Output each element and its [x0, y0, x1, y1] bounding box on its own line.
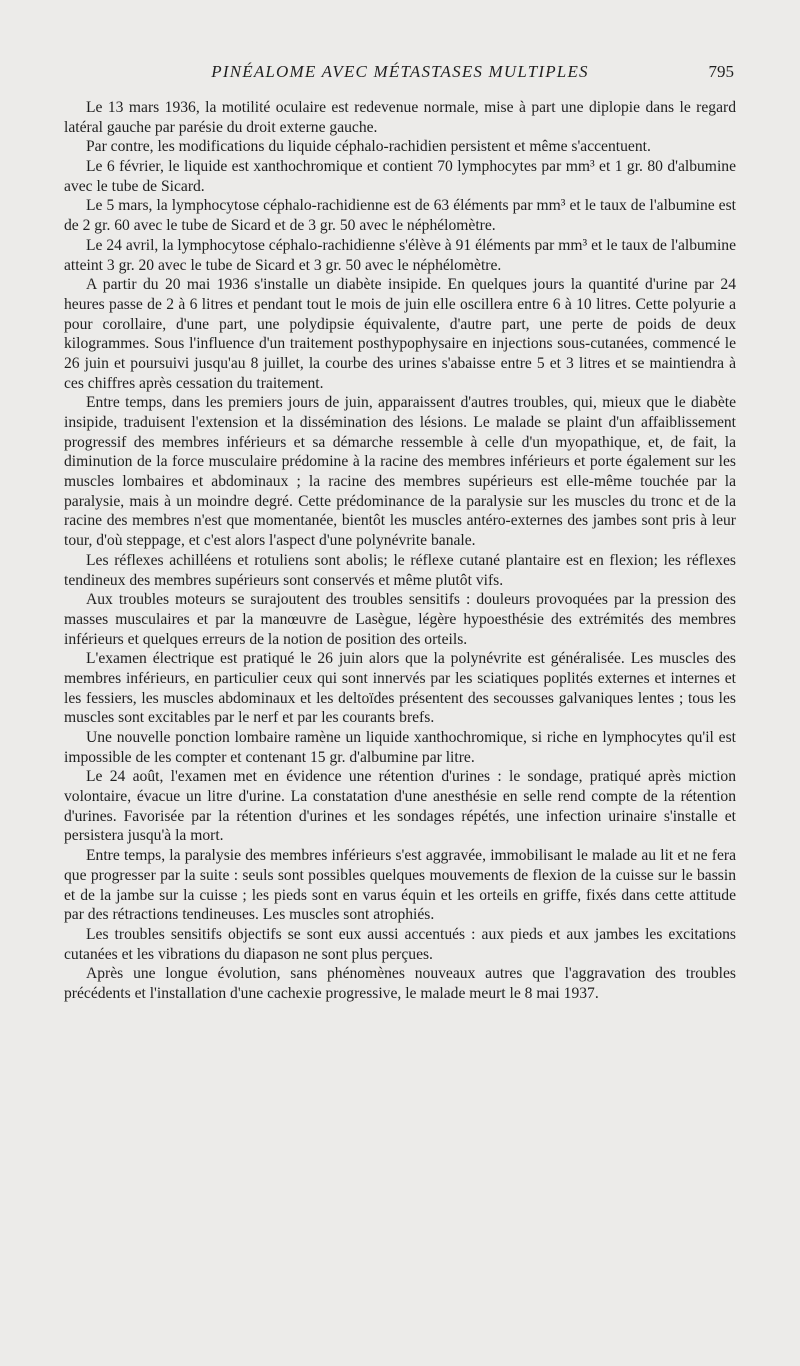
paragraph: Les troubles sensitifs objectifs se sont eux aussi accentués : aux pieds et aux jambes les excitations cutanées et les vibrations du diapason ne sont plus perçues. [64, 925, 736, 963]
running-title: PINÉALOME AVEC MÉTASTASES MULTIPLES [211, 62, 589, 81]
paragraph: Le 13 mars 1936, la motilité oculaire est redevenue normale, mise à part une diplopie dans le regard latéral gauche par parésie du droit externe gauche. [64, 99, 736, 136]
paragraph: Aux troubles moteurs se surajoutent des troubles sensitifs : douleurs provoquées par la pression des masses musculaires et par la manœuvre de Lasègue, légère hypoesthésie des extrémités des membres inférieurs et quelques erreurs de la notion de position des orteils. [64, 591, 736, 648]
paragraph: Entre temps, la paralysie des membres inférieurs s'est aggravée, immobilisant le malade au lit et ne fera que progresser par la suite : seuls sont possibles quelques mouvements de flexion de la cuisse sur le bassin et de la jambe sur la cuisse ; les pieds sont en varus équin et les orteils en griffe, fixés dans cette attitude par des rétractions tendineuses. Les muscles sont atrophiés. [64, 847, 736, 924]
paragraph: Une nouvelle ponction lombaire ramène un liquide xanthochromique, si riche en lymphocytes qu'il est impossible de les compter et contenant 15 gr. d'albumine par litre. [64, 729, 736, 766]
page-header [66, 62, 734, 86]
paragraph: Entre temps, dans les premiers jours de juin, apparaissent d'autres troubles, qui, mieux que le diabète insipide, traduisent l'extension et la dissémination des lésions. Le malade se plaint d'un affaiblissement progressif des membres inférieurs et sa démarche ressemble à celle d'un myopathique, et, de fait, la diminution de la force musculaire prédomine à la racine des membres inférieurs et porte également sur les muscles lombaires et abdominaux ; la racine des membres supérieurs est elle-même touchée par la paralysie, mais à un moindre degré. Cette prédominance de la paralysie sur les muscles du tronc et de la racine des membres n'est que momentanée, bientôt les muscles antéro-externes des jambes sont pris à leur tour, d'où steppage, et c'est alors l'aspect d'une polynévrite banale. [64, 394, 736, 550]
page-number: 795 [708, 62, 734, 81]
paragraph: Le 5 mars, la lymphocytose céphalo-rachidienne est de 63 éléments par mm³ et le taux de l'albumine est de 2 gr. 60 avec le tube de Sicard et de 3 gr. 50 avec le néphélomètre. [64, 197, 736, 235]
paragraph: Le 6 février, le liquide est xanthochromique et contient 70 lymphocytes par mm³ et 1 gr. 80 d'albumine avec le tube de Sicard. [64, 158, 736, 195]
paragraph: L'examen électrique est pratiqué le 26 juin alors que la polynévrite est généralisée. Les muscles des membres inférieurs, en particulier ceux qui sont innervés par les sciatiques poplités externes et internes et les fessiers, les muscles abdominaux et les deltoïdes présentent des secousses galvaniques lentes ; tous les muscles sont excitables par le nerf et par les courants brefs. [64, 650, 736, 727]
paragraph: Le 24 août, l'examen met en évidence une rétention d'urines : le sondage, pratiqué après miction volontaire, évacue un litre d'urine. La constatation d'une anesthésie en selle rend compte de la rétention d'urines. Favorisée par la rétention d'urines et les sondages répétés, une infection urinaire s'installe et persistera jusqu'à la mort. [64, 768, 736, 845]
paragraph: Par contre, les modifications du liquide céphalo-rachidien persistent et même s'accentuent. [86, 138, 651, 156]
paragraph: Les réflexes achilléens et rotuliens sont abolis; le réflexe cutané plantaire est en flexion; les réflexes tendineux des membres supérieurs sont conservés et même plutôt vifs. [64, 551, 736, 589]
paragraph: Après une longue évolution, sans phénomènes nouveaux autres que l'aggravation des troubles précédents et l'installation d'une cachexie progressive, le malade meurt le 8 mai 1937. [64, 965, 736, 1002]
paragraph: A partir du 20 mai 1936 s'installe un diabète insipide. En quelques jours la quantité d'urine par 24 heures passe de 2 à 6 litres et pendant tout le mois de juin elle oscillera entre 6 à 10 litres. Cette polyurie a pour corollaire, d'une part, une polydipsie équivalente, d'autre part, une perte de poids de deux kilogrammes. Sous l'influence d'un traitement posthypophysaire en injections sous-cutanées, commencé le 26 juin et poursuivi jusqu'au 8 juillet, la courbe des urines s'abaisse entre 5 et 3 litres et se maintiendra à ces chiffres après cessation du traitement. [64, 276, 736, 392]
paragraph: Le 24 avril, la lymphocytose céphalo-rachidienne s'élève à 91 éléments par mm³ et le taux de l'albumine atteint 3 gr. 20 avec le tube de Sicard et 3 gr. 50 avec le néphélomètre. [64, 236, 736, 274]
body-text [64, 98, 736, 1004]
